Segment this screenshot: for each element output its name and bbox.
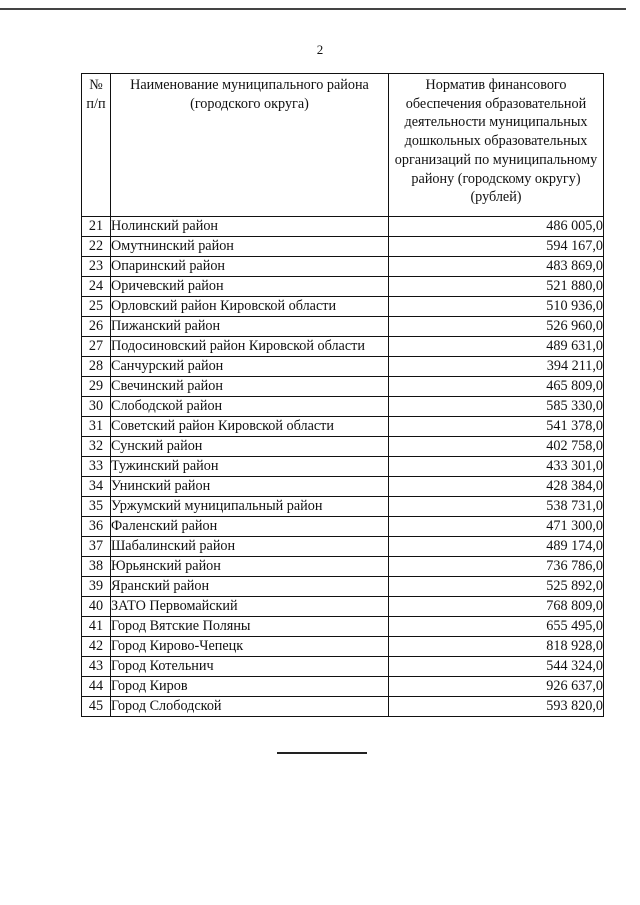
district-name: Шабалинский район xyxy=(111,537,389,557)
row-number: 26 xyxy=(82,317,111,337)
row-number: 30 xyxy=(82,397,111,417)
district-name: Подосиновский район Кировской области xyxy=(111,337,389,357)
table-row xyxy=(82,337,604,357)
district-name: Яранский район xyxy=(111,577,389,597)
page-number: 2 xyxy=(316,42,324,57)
district-name: Слободской район xyxy=(111,397,389,417)
funding-norm-value: 544 324,0 xyxy=(389,657,604,677)
row-number: 41 xyxy=(82,617,111,637)
district-name: ЗАТО Первомайский xyxy=(111,597,389,617)
funding-norm-value: 768 809,0 xyxy=(389,597,604,617)
row-number: 25 xyxy=(82,297,111,317)
header-district-name: Наименование муниципального района (городского округа) xyxy=(111,74,389,217)
table-row xyxy=(82,677,604,697)
table-row xyxy=(82,397,604,417)
table-row xyxy=(82,557,604,577)
row-number: 22 xyxy=(82,237,111,257)
funding-norm-value: 471 300,0 xyxy=(389,517,604,537)
row-number: 29 xyxy=(82,377,111,397)
table-row xyxy=(82,657,604,677)
district-name: Унинский район xyxy=(111,477,389,497)
funding-norm-value: 655 495,0 xyxy=(389,617,604,637)
row-number: 31 xyxy=(82,417,111,437)
district-name: Город Вятские Поляны xyxy=(111,617,389,637)
top-rule xyxy=(0,8,626,10)
funding-norm-value: 538 731,0 xyxy=(389,497,604,517)
table-row xyxy=(82,537,604,557)
row-number: 42 xyxy=(82,637,111,657)
district-name: Город Киров xyxy=(111,677,389,697)
funding-norm-value: 428 384,0 xyxy=(389,477,604,497)
district-name: Уржумский муниципальный район xyxy=(111,497,389,517)
table-row xyxy=(82,437,604,457)
district-name: Юрьянский район xyxy=(111,557,389,577)
table-row xyxy=(82,297,604,317)
funding-norm-value: 585 330,0 xyxy=(389,397,604,417)
district-name: Опаринский район xyxy=(111,257,389,277)
funding-norm-value: 926 637,0 xyxy=(389,677,604,697)
district-name: Санчурский район xyxy=(111,357,389,377)
district-name: Советский район Кировской области xyxy=(111,417,389,437)
funding-norm-value: 394 211,0 xyxy=(389,357,604,377)
funding-norm-value: 486 005,0 xyxy=(389,217,604,237)
district-name: Город Слободской xyxy=(111,697,389,717)
funding-norms-table xyxy=(81,73,604,717)
district-name: Город Кирово-Чепецк xyxy=(111,637,389,657)
table-body xyxy=(82,217,604,717)
table-row xyxy=(82,417,604,437)
funding-norm-value: 736 786,0 xyxy=(389,557,604,577)
table-row xyxy=(82,277,604,297)
closing-rule xyxy=(277,752,367,754)
district-name: Город Котельнич xyxy=(111,657,389,677)
row-number: 40 xyxy=(82,597,111,617)
funding-norm-value: 593 820,0 xyxy=(389,697,604,717)
table-row xyxy=(82,217,604,237)
funding-norm-value: 521 880,0 xyxy=(389,277,604,297)
funding-norm-value: 541 378,0 xyxy=(389,417,604,437)
funding-norm-value: 402 758,0 xyxy=(389,437,604,457)
row-number: 33 xyxy=(82,457,111,477)
district-name: Нолинский район xyxy=(111,217,389,237)
funding-norm-value: 510 936,0 xyxy=(389,297,604,317)
table-row xyxy=(82,577,604,597)
district-name: Омутнинский район xyxy=(111,237,389,257)
table-row xyxy=(82,377,604,397)
table-row xyxy=(82,457,604,477)
table-row xyxy=(82,237,604,257)
row-number: 35 xyxy=(82,497,111,517)
table-row xyxy=(82,497,604,517)
row-number: 37 xyxy=(82,537,111,557)
table-row xyxy=(82,517,604,537)
district-name: Свечинский район xyxy=(111,377,389,397)
funding-norm-value: 483 869,0 xyxy=(389,257,604,277)
table-row xyxy=(82,257,604,277)
header-funding-norm: Норматив финансового обеспечения образовательной деятельности муниципальных дошкольных образовательных организаций по муниципальному району (городскому округу) (рублей) xyxy=(389,74,604,217)
row-number: 34 xyxy=(82,477,111,497)
row-number: 21 xyxy=(82,217,111,237)
header-number: № п/п xyxy=(82,74,111,217)
district-name: Сунский район xyxy=(111,437,389,457)
table-row xyxy=(82,617,604,637)
funding-norm-value: 433 301,0 xyxy=(389,457,604,477)
table-row xyxy=(82,357,604,377)
funding-norm-value: 465 809,0 xyxy=(389,377,604,397)
row-number: 45 xyxy=(82,697,111,717)
table-row xyxy=(82,597,604,617)
table-row xyxy=(82,697,604,717)
row-number: 28 xyxy=(82,357,111,377)
row-number: 32 xyxy=(82,437,111,457)
row-number: 39 xyxy=(82,577,111,597)
funding-norm-value: 489 174,0 xyxy=(389,537,604,557)
row-number: 36 xyxy=(82,517,111,537)
row-number: 43 xyxy=(82,657,111,677)
row-number: 27 xyxy=(82,337,111,357)
funding-norm-value: 525 892,0 xyxy=(389,577,604,597)
row-number: 24 xyxy=(82,277,111,297)
table-row xyxy=(82,317,604,337)
table-row xyxy=(82,477,604,497)
table-header-row xyxy=(82,74,604,217)
district-name: Оричевский район xyxy=(111,277,389,297)
row-number: 44 xyxy=(82,677,111,697)
table-row xyxy=(82,637,604,657)
district-name: Орловский район Кировской области xyxy=(111,297,389,317)
district-name: Тужинский район xyxy=(111,457,389,477)
funding-norm-value: 489 631,0 xyxy=(389,337,604,357)
district-name: Пижанский район xyxy=(111,317,389,337)
funding-norm-value: 594 167,0 xyxy=(389,237,604,257)
funding-norm-value: 818 928,0 xyxy=(389,637,604,657)
row-number: 38 xyxy=(82,557,111,577)
funding-norm-value: 526 960,0 xyxy=(389,317,604,337)
district-name: Фаленский район xyxy=(111,517,389,537)
row-number: 23 xyxy=(82,257,111,277)
